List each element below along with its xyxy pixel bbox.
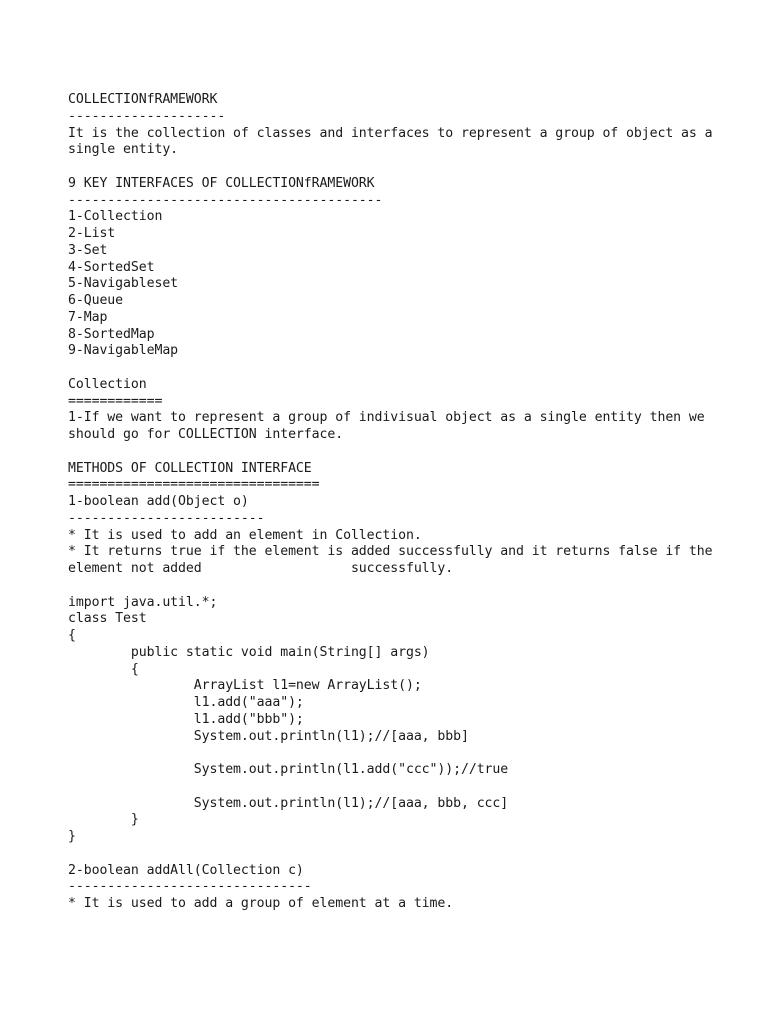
text-line: It is the collection of classes and interfaces to represent a group of object as a [68, 125, 713, 141]
code-line: } [68, 829, 76, 844]
blank-line [68, 745, 748, 762]
underline-rule: ============ [68, 393, 163, 409]
underline-rule: ================================ [68, 477, 320, 493]
code-line: System.out.println(l1);//[aaa, bbb, ccc] [68, 795, 509, 811]
text-line: should go for COLLECTION interface. [68, 427, 344, 442]
text-line: 9 KEY INTERFACES OF COLLECTIONfRAMEWORK [68, 175, 375, 191]
text-line: single entity. [68, 142, 179, 158]
text-line: 5-Navigableset [68, 276, 179, 292]
blank-line [68, 846, 748, 863]
text-line: 7-Map [68, 309, 108, 325]
text-line: * It is used to add an element in Collection. [68, 527, 422, 543]
text-line: 9-NavigableMap [68, 343, 179, 359]
text-line: 2-boolean addAll(Collection c) [68, 862, 304, 878]
code-line: l1.add("aaa"); [68, 695, 304, 710]
blank-line [68, 360, 748, 377]
code-line: { [68, 661, 139, 677]
text-line: 3-Set [68, 242, 108, 258]
text-line: 4-SortedSet [68, 259, 155, 275]
text-line: Collection [68, 376, 147, 392]
blank-line [68, 779, 748, 796]
text-line: 6-Queue [68, 293, 124, 308]
code-line: l1.add("bbb"); [68, 711, 304, 727]
code-line: { [68, 628, 76, 643]
underline-rule: ------------------------- [68, 510, 265, 526]
code-line: } [68, 812, 139, 828]
section-heading: METHODS OF COLLECTION INTERFACE [68, 460, 312, 476]
text-line: 1-boolean add(Object o) [68, 494, 249, 509]
code-line: ArrayList l1=new ArrayList(); [68, 678, 422, 694]
blank-line [68, 159, 748, 176]
code-line: import java.util.*; [68, 594, 218, 610]
text-line: 2-List [68, 226, 116, 241]
text-line: 1-If we want to represent a group of indivisual object as a single entity then we [68, 410, 705, 426]
text-line: COLLECTIONfRAMEWORK [68, 92, 218, 107]
text-line: element not added successfully. [68, 561, 454, 576]
text-line: 8-SortedMap [68, 326, 155, 342]
text-line: * It returns true if the element is added successfully and it returns false if the [68, 544, 713, 560]
underline-rule: -------------------- [68, 108, 226, 124]
text-line: * It is used to add a group of element at a time. [68, 896, 454, 911]
code-line: System.out.println(l1.add("ccc"));//true [68, 762, 509, 777]
document-body [68, 92, 748, 913]
underline-rule: ---------------------------------------- [68, 192, 383, 208]
blank-line [68, 444, 748, 461]
code-line: System.out.println(l1);//[aaa, bbb] [68, 728, 469, 744]
blank-line [68, 578, 748, 595]
code-line: class Test [68, 611, 147, 627]
underline-rule: ------------------------------- [68, 879, 312, 895]
code-line: public static void main(String[] args) [68, 644, 430, 660]
text-line: 1-Collection [68, 209, 163, 225]
